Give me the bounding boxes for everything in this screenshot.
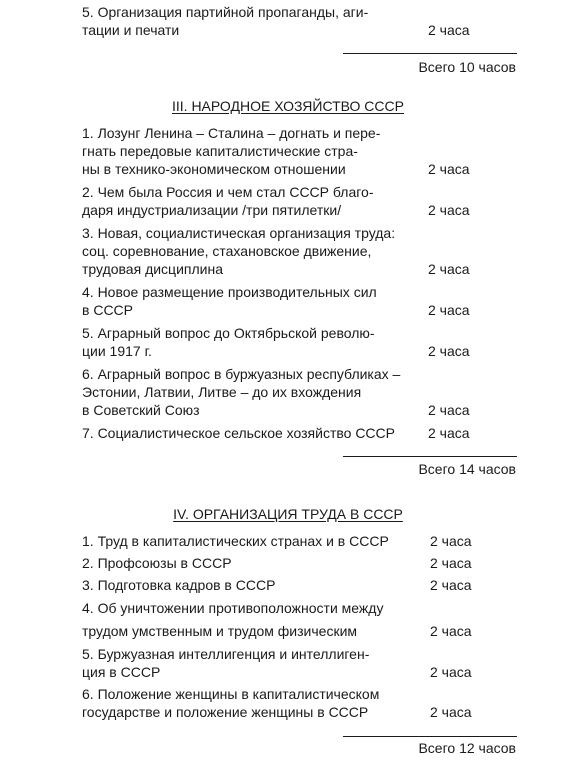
section3-total: Всего 14 часов (418, 461, 516, 477)
total-rule (343, 736, 517, 737)
section4-total: Всего 12 часов (418, 740, 516, 756)
s3-item3-line3: трудовая дисциплина (82, 261, 223, 277)
s3-item3-hours: 2 часа (428, 261, 470, 277)
section4-heading: IV. ОРГАНИЗАЦИЯ ТРУДА В СССР (173, 506, 403, 522)
total-rule (343, 456, 517, 457)
s3-item5-line1: 5. Аграрный вопрос до Октябрьской револю- (82, 325, 375, 341)
s4-item1-line1: 1. Труд в капиталистических странах и в СССР (82, 533, 389, 549)
s3-item5-line2: ции 1917 г. (82, 343, 152, 359)
s3-item4-hours: 2 часа (428, 302, 470, 318)
s4-item3-line1: 3. Подготовка кадров в СССР (82, 577, 276, 593)
total-rule (343, 53, 517, 54)
s3-item1-hours: 2 часа (428, 161, 470, 177)
s4-item4-line2: трудом умственным и трудом физическим (82, 623, 358, 639)
top-item5-line1: 5. Организация партийной пропаганды, аги- (82, 4, 369, 20)
s4-item5-line2: ция в СССР (82, 664, 161, 680)
s3-item5-hours: 2 часа (428, 343, 470, 359)
s4-item4-hours: 2 часа (430, 623, 472, 639)
s3-item7-line1: 7. Социалистическое сельское хозяйство СССР (82, 425, 395, 441)
s3-item3-line2: соц. соревнование, стахановское движение, (82, 243, 372, 259)
s4-item2-hours: 2 часа (430, 555, 472, 571)
s4-item6-line2: государстве и положение женщины в СССР (82, 704, 369, 720)
s4-item3-hours: 2 часа (430, 577, 472, 593)
s4-item4-line1: 4. Об уничтожении противоположности между (82, 600, 384, 616)
s4-item5-hours: 2 часа (430, 664, 472, 680)
s3-item6-line2: Эстонии, Латвии, Литве – до их вхождения (82, 384, 362, 400)
s3-item3-line1: 3. Новая, социалистическая организация труда: (82, 225, 396, 241)
section3-heading: III. НАРОДНОЕ ХОЗЯЙСТВО СССР (172, 98, 404, 114)
top-item5-hours: 2 часа (428, 22, 470, 38)
s4-item2-line1: 2. Профсоюзы в СССР (82, 555, 232, 571)
s3-item6-line3: в Советский Союз (82, 402, 200, 418)
top-item5-line2: тации и печати (82, 22, 180, 38)
s3-item4-line2: в СССР (82, 302, 133, 318)
s3-item2-hours: 2 часа (428, 202, 470, 218)
s3-item6-hours: 2 часа (428, 402, 470, 418)
s3-item2-line2: даря индустриализации /три пятилетки/ (82, 202, 342, 218)
s4-item6-line1: 6. Положение женщины в капиталистическом (82, 686, 380, 702)
s3-item1-line3: ны в технико-экономическом отношении (82, 161, 346, 177)
s3-item7-hours: 2 часа (428, 425, 470, 441)
s3-item1-line1: 1. Лозунг Ленина – Сталина – догнать и пере- (82, 125, 381, 141)
s3-item1-line2: гнать передовые капиталистические стра- (82, 143, 358, 159)
s4-item5-line1: 5. Буржуазная интеллигенция и интеллиген- (82, 646, 370, 662)
s3-item2-line1: 2. Чем была Россия и чем стал СССР благо- (82, 184, 374, 200)
s4-item6-hours: 2 часа (430, 704, 472, 720)
s4-item1-hours: 2 часа (430, 533, 472, 549)
s3-item6-line1: 6. Аграрный вопрос в буржуазных республиках – (82, 366, 401, 382)
top-total: Всего 10 часов (418, 59, 516, 75)
s3-item4-line1: 4. Новое размещение производительных сил (82, 284, 377, 300)
